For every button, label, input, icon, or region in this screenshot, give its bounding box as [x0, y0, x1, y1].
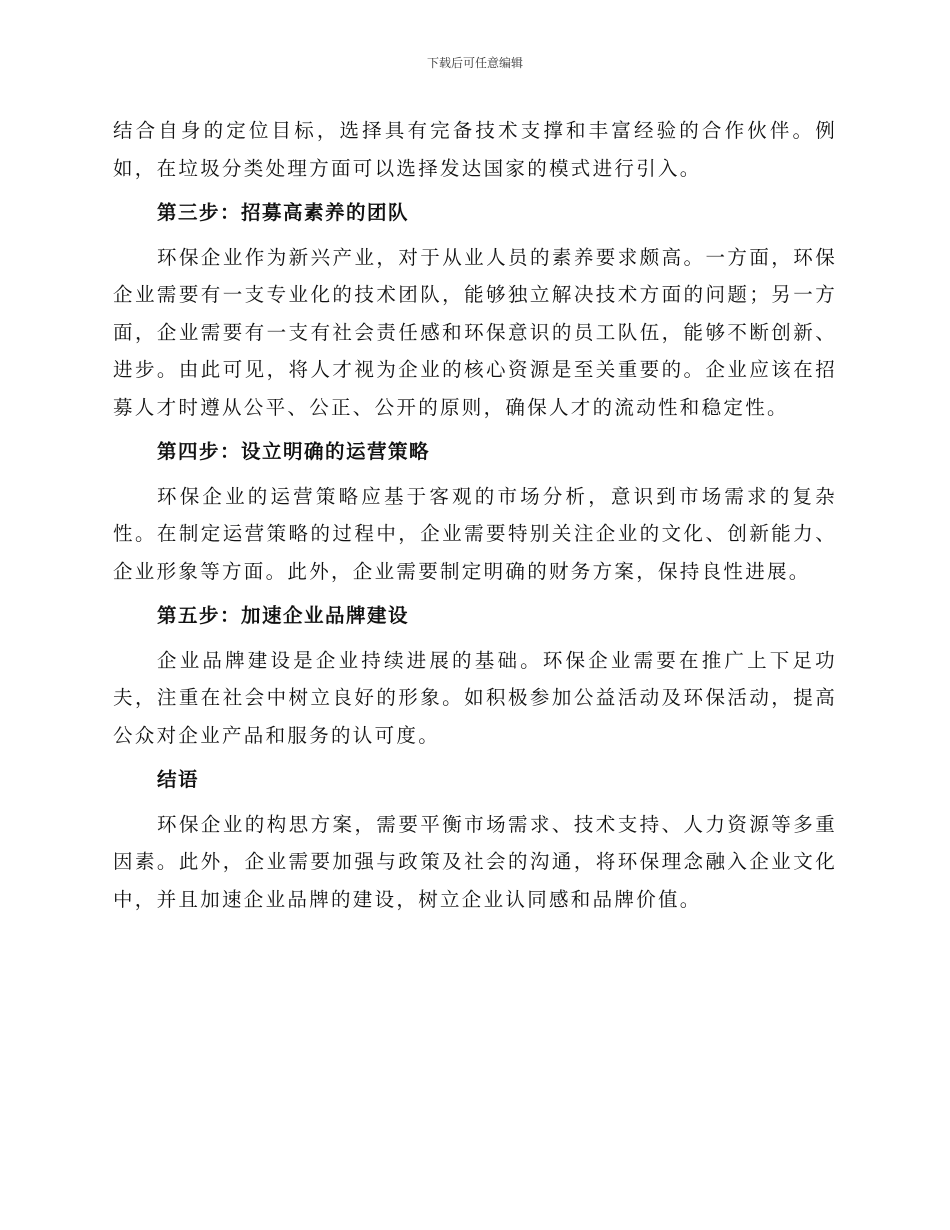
heading-step-three: 第三步：招募高素养的团队 [157, 201, 410, 224]
heading-conclusion: 结语 [157, 768, 200, 791]
paragraph-conclusion: 环保企业的构思方案，需要平衡市场需求、技术支持、人力资源等多重因素。此外，企业需要加强与政策及社会的沟通，将环保理念融入企业文化中，并且加速企业品牌的建设，树立企业认同感和品牌价值。 [113, 812, 837, 911]
paragraph-step-three: 环保企业作为新兴产业，对于从业人员的素养要求颇高。一方面，环保企业需要有一支专业化的技术团队，能够独立解决技术方面的问题；另一方面，企业需要有一支有社会责任感和环保意识的员工队伍，能够不断创新、进步。由此可见，将人才视为企业的核心资源是至关重要的。企业应该在招募人才时遵从公平、公正、公开的原则，确保人才的流动性和稳定性。 [113, 245, 837, 419]
heading-step-four: 第四步：设立明确的运营策略 [157, 440, 431, 463]
paragraph-step-five: 企业品牌建设是企业持续进展的基础。环保企业需要在推广上下足功夫，注重在社会中树立良好的形象。如积极参加公益活动及环保活动，提高公众对企业产品和服务的认可度。 [113, 648, 837, 747]
paragraph-step-four: 环保企业的运营策略应基于客观的市场分析，意识到市场需求的复杂性。在制定运营策略的过程中，企业需要特别关注企业的文化、创新能力、企业形象等方面。此外，企业需要制定明确的财务方案，保持良性进展。 [113, 484, 837, 583]
heading-step-five: 第五步：加速企业品牌建设 [157, 604, 410, 627]
document-body [113, 112, 837, 918]
paragraph-intro: 结合自身的定位目标，选择具有完备技术支撑和丰富经验的合作伙伴。例如，在垃圾分类处理方面可以选择发达国家的模式进行引入。 [113, 119, 837, 180]
page-header: 下载后可任意编辑 [426, 56, 523, 70]
